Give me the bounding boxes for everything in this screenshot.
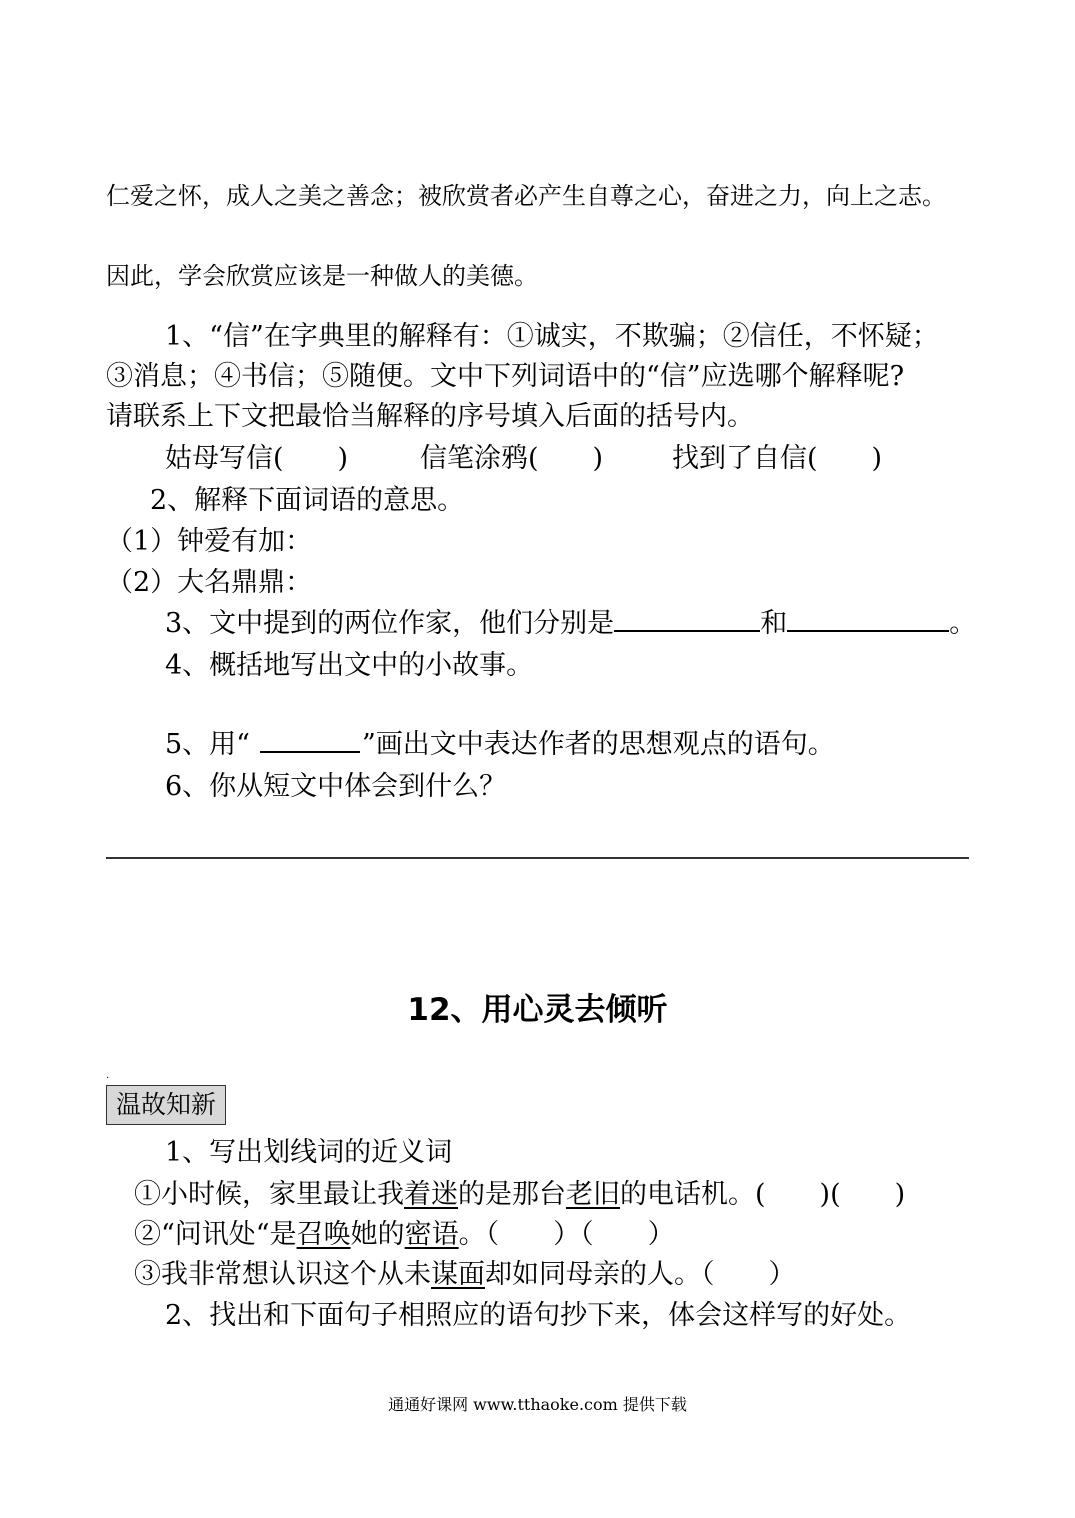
q6-line: 6、你从短文中体会到什么？	[165, 771, 507, 802]
section-divider	[106, 857, 969, 859]
ex1-s2-text-b: 她的	[350, 1219, 405, 1250]
ex1-s2-text-c: 。（ ）（ ）	[458, 1219, 675, 1250]
q3-line	[165, 601, 976, 640]
q3-suffix: 。	[949, 608, 977, 639]
ex1-sentence-3	[134, 1252, 796, 1291]
q5-underline-sample	[260, 729, 360, 753]
ex1-s3-underlined-1: 谋面	[431, 1259, 485, 1290]
ex1-prompt: 1、写出划线词的近义词	[165, 1137, 453, 1168]
ex1-s1-text-c: 的电话机。( )( )	[620, 1179, 906, 1210]
ex1-s3-text-a: ③我非常想认识这个从未	[134, 1259, 431, 1290]
q5-prefix: 5、用“	[165, 729, 250, 760]
ex1-s3-text-b: 却如同母亲的人。（ ）	[485, 1259, 796, 1290]
q2-prompt: 2、解释下面词语的意思。	[150, 485, 465, 516]
q1-item-1: 姑母写信( )	[165, 443, 349, 474]
ex1-s2-underlined-2: 密语	[404, 1219, 459, 1250]
ex2-prompt: 2、找出和下面句子相照应的语句抄下来，体会这样写的好处。	[165, 1300, 912, 1331]
q3-blank-1[interactable]	[614, 608, 760, 632]
q5-line	[165, 722, 835, 761]
passage-line-2: 因此，学会欣赏应该是一种做人的美德。	[106, 262, 538, 290]
ex1-s1-underlined-1: 着迷	[404, 1179, 458, 1210]
q4-line: 4、概括地写出文中的小故事。	[165, 650, 534, 681]
ex1-s2-text-a: ②“问讯处“是	[134, 1219, 297, 1250]
q2-sub-1: （1）钟爱有加：	[106, 526, 313, 557]
footer-text: 通通好课网 www.tthaoke.com 提供下载	[388, 1395, 687, 1414]
ex1-sentence-1	[134, 1172, 905, 1211]
q3-prefix: 3、文中提到的两位作家，他们分别是	[165, 608, 615, 639]
q2-sub-2: （2）大名鼎鼎：	[106, 567, 313, 598]
q3-blank-2[interactable]	[787, 608, 949, 632]
q1-line-2: ③消息；④书信；⑤随便。文中下列词语中的“信”应选哪个解释呢?	[106, 361, 905, 392]
ex1-s1-underlined-2: 老旧	[566, 1179, 620, 1210]
ex1-s2-underlined-1: 召唤	[296, 1219, 351, 1250]
q1-line-1: 1、“信”在字典里的解释有：①诚实，不欺骗；②信任，不怀疑；	[165, 321, 939, 352]
passage-line-1: 仁爱之怀，成人之美之善念；被欣赏者必产生自尊之心，奋进之力，向上之志。	[106, 182, 946, 210]
q3-mid: 和	[760, 608, 788, 639]
ex1-s1-text-a: ①小时候，家里最让我	[134, 1179, 404, 1210]
q1-item-2: 信笔涂鸦( )	[420, 443, 604, 474]
ex1-s1-text-b: 的是那台	[458, 1179, 566, 1210]
q1-item-3: 找到了自信( )	[672, 443, 883, 474]
lesson-title: 12、用心灵去倾听	[407, 992, 668, 1028]
q1-line-3: 请联系上下文把最恰当解释的序号填入后面的括号内。	[106, 401, 754, 432]
section-label: 温故知新	[106, 1085, 226, 1125]
ex1-sentence-2	[134, 1212, 675, 1251]
small-dot: .	[106, 1070, 110, 1081]
q5-suffix: ”画出文中表达作者的思想观点的语句。	[361, 729, 835, 760]
